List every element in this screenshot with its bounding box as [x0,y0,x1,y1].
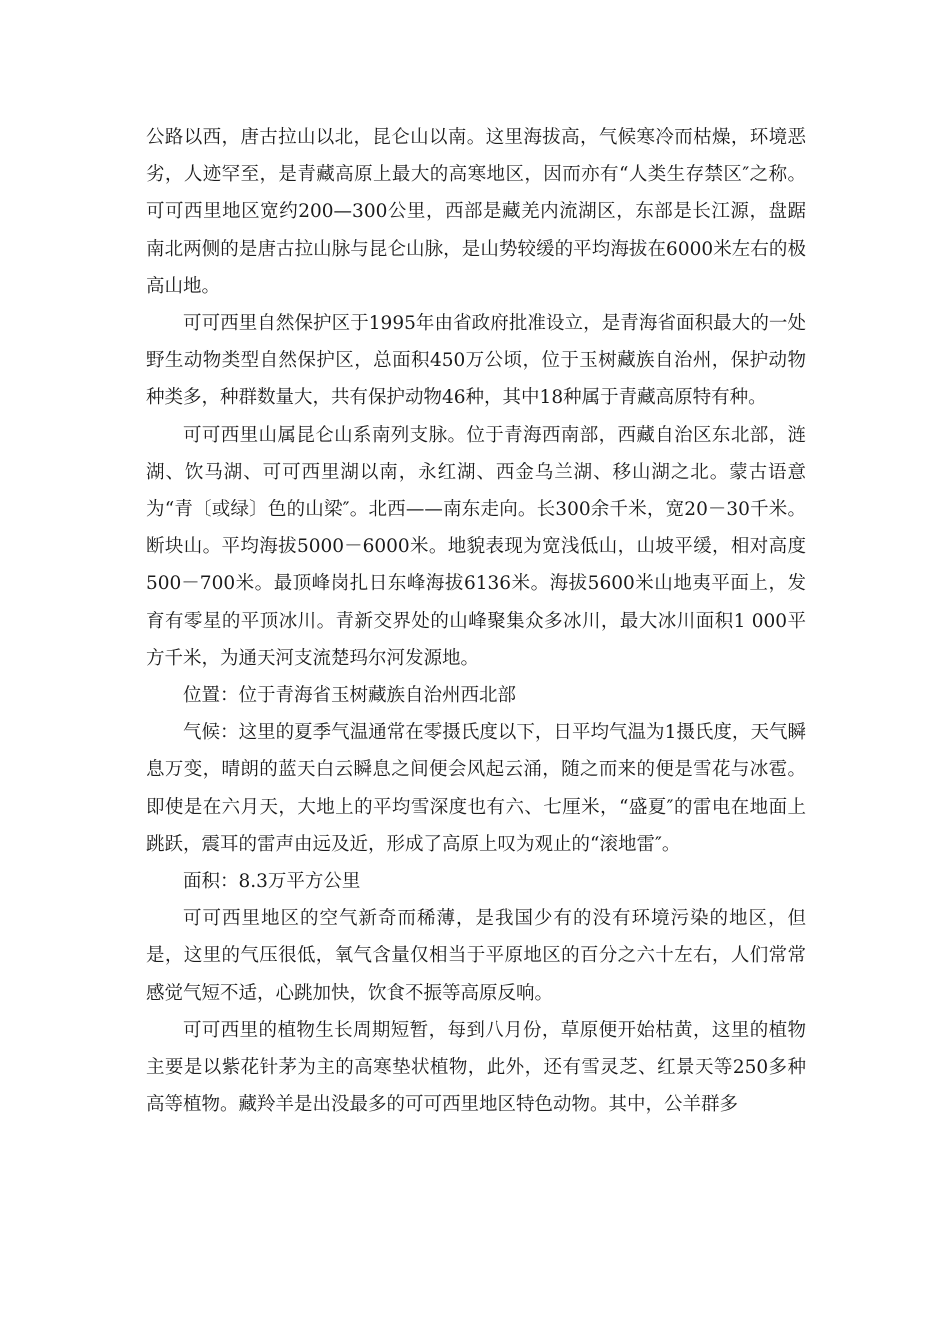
paragraph-geography: 公路以西，唐古拉山以北，昆仑山以南。这里海拔高，气候寒冷而枯燥，环境恶劣，人迹罕至，是青藏高原上最大的高寒地区，因而亦有“人类生存禁区″之称。可可西里地区宽约200—300公里，西部是藏羌内流湖区，东部是长江源，盘踞南北两侧的是唐古拉山脉与昆仑山脉，是山势较缓的平均海拔在6000米左右的极高山地。 [146,127,806,297]
paragraph-reserve: 可可西里自然保护区于1995年由省政府批准设立，是青海省面积最大的一处野生动物类型自然保护区，总面积450万公顷，位于玉树藏族自治州，保护动物种类多，种群数量大，共有保护动物46种，其中18种属于青藏高原特有种。 [146,313,806,409]
paragraph-air: 可可西里地区的空气新奇而稀薄，是我国少有的没有环境污染的地区，但是，这里的气压很低，氧气含量仅相当于平原地区的百分之六十左右，人们常常感觉气短不适，心跳加快，饮食不振等高原反响。 [146,908,806,1004]
document-body [146,119,806,1123]
paragraph-area: 面积：8.3万平方公里 [183,871,361,893]
paragraph-climate: 气候：这里的夏季气温通常在零摄氏度以下，日平均气温为1摄氏度，天气瞬息万变，晴朗的蓝天白云瞬息之间便会风起云涌，随之而来的便是雪花与冰雹。即使是在六月天，大地上的平均雪深度也有六、七厘米，“盛夏″的雷电在地面上跳跃，震耳的雷声由远及近，形成了高原上叹为观止的“滚地雷″。 [146,722,806,855]
paragraph-plants: 可可西里的植物生长周期短暂，每到八月份，草原便开始枯黄，这里的植物主要是以紫花针茅为主的高寒垫状植物，此外，还有雪灵芝、红景天等250多种高等植物。藏羚羊是出没最多的可可西里地区特色动物。其中，公羊群多 [146,1019,806,1116]
paragraph-mountain: 可可西里山属昆仑山系南列支脉。位于青海西南部，西藏自治区东北部，涟湖、饮马湖、可可西里湖以南，永红湖、西金乌兰湖、移山湖之北。蒙古语意为“青〔或绿〕色的山梁″。北西——南东走向。长300余千米，宽20－30千米。断块山。平均海拔5000－6000米。地貌表现为宽浅低山，山坡平缓，相对高度500－700米。最顶峰岗扎日东峰海拔6136米。海拔5600米山地夷平面上，发育有零星的平顶冰川。青新交界处的山峰聚集众多冰川，最大冰川面积1 000平方千米，为通天河支流楚玛尔河发源地。 [146,424,806,669]
paragraph-location: 位置：位于青海省玉树藏族自治州西北部 [183,685,517,707]
